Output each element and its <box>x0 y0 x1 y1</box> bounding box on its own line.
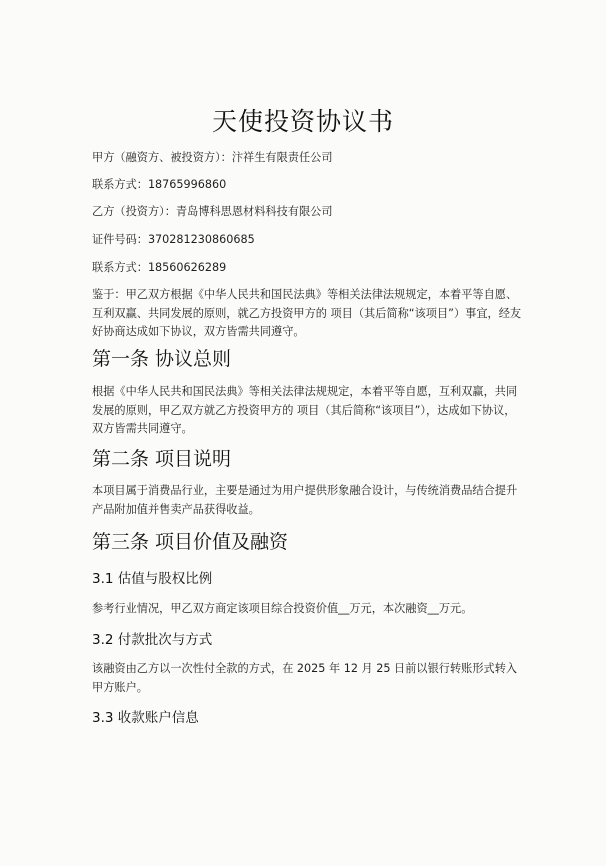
party-b-line: 乙方（投资方）：青岛博科思恩材料科技有限公司 <box>92 205 333 218</box>
section-3-1-body: 参考行业情况，甲乙双方商定该项目综合投资价值__万元，本次融资__万元。 <box>92 602 473 615</box>
article-2-body: 本项目属于消费品行业，主要是通过为用户提供形象融合设计，与传统消费品结合提升产品附加值并售卖产品获得收益。 <box>92 484 518 516</box>
document-title: 天使投资协议书 <box>211 107 394 136</box>
section-3-2-body: 该融资由乙方以一次性付全款的方式，在 2025 年 12 月 25 日前以银行转账形式转入甲方账户。 <box>92 662 518 694</box>
article-2-heading: 第二条 项目说明 <box>92 448 232 470</box>
section-3-3-heading: 3.3 收款账户信息 <box>92 710 199 726</box>
party-a-line: 甲方（融资方、被投资方）：汴祥生有限责任公司 <box>92 151 333 164</box>
party-b-contact-line: 联系方式：18560626289 <box>92 261 227 274</box>
party-b-id-line: 证件号码：370281230860685 <box>92 233 255 246</box>
section-3-2-heading: 3.2 付款批次与方式 <box>92 632 213 648</box>
article-1-body: 根据《中华人民共和国民法典》等相关法律法规规定，本着平等自愿，互利双赢，共同发展的原则，甲乙双方就乙方投资甲方的 项目（其后简称“该项目”），达成如下协议，双方皆需共同遵守。 <box>92 385 518 435</box>
section-3-1-heading: 3.1 估值与股权比例 <box>92 571 213 587</box>
article-3-heading: 第三条 项目价值及融资 <box>92 531 289 553</box>
preamble-paragraph: 鉴于：甲乙双方根据《中华人民共和国民法典》等相关法律法规规定，本着平等自愿、互利双赢、共同发展的原则，就乙方投资甲方的 项目（其后简称“该项目”）事宜，经友好协商达成如下协议，双方皆需共同遵守。 <box>92 288 522 338</box>
party-a-contact-line: 联系方式：18765996860 <box>92 178 227 191</box>
article-1-heading: 第一条 协议总则 <box>92 348 232 370</box>
